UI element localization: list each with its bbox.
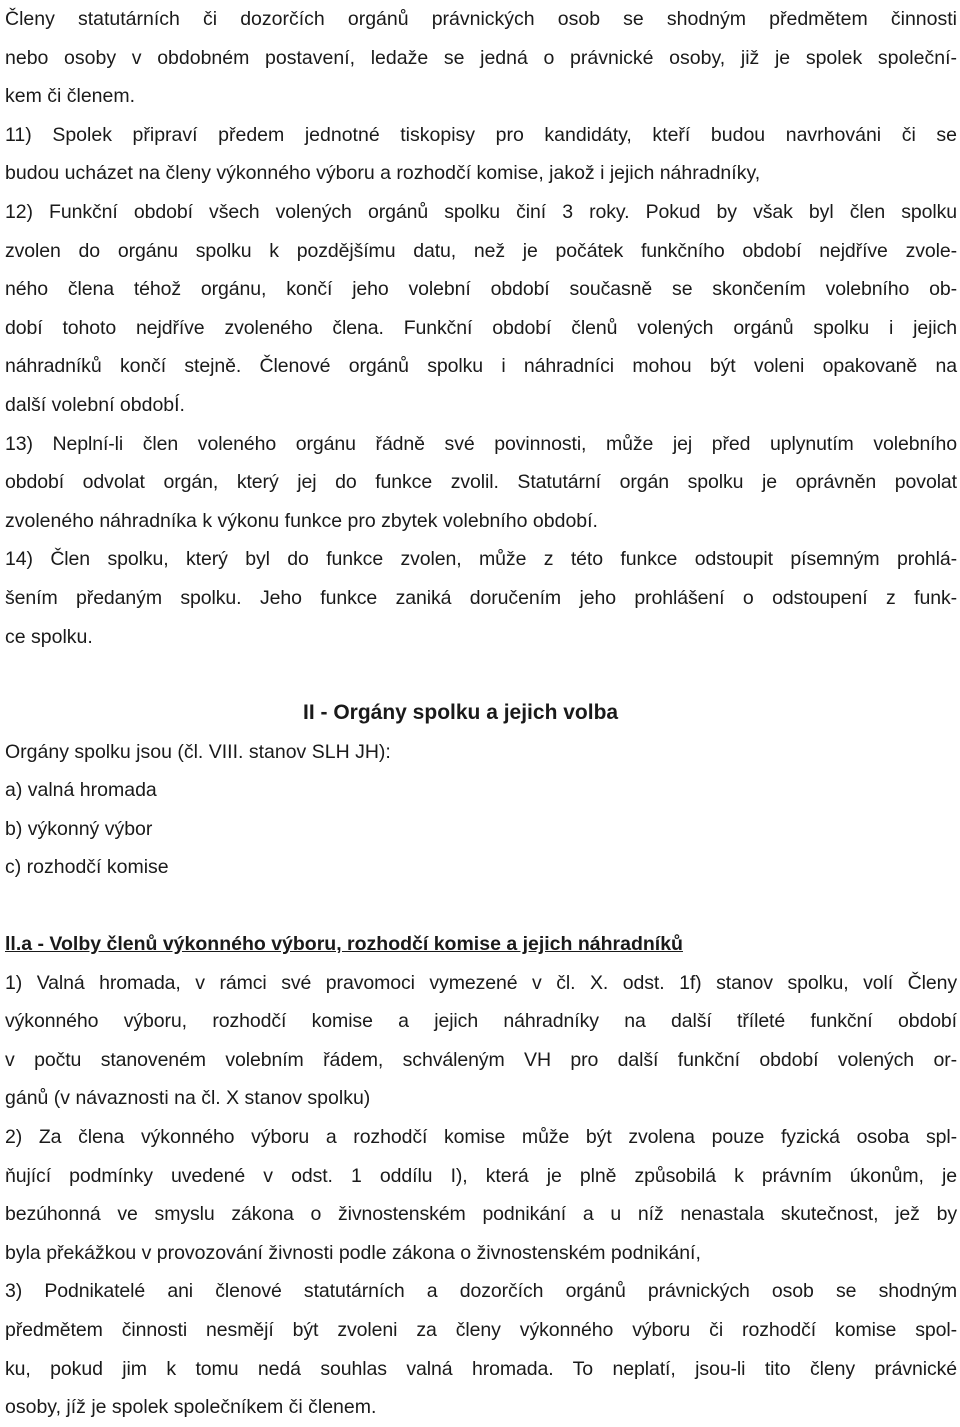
text-line: zvolen do orgánu spolku k pozdějšímu datu, než je počátek funkčního období nejdříve zvole- bbox=[5, 239, 957, 262]
paragraph-12 bbox=[5, 193, 957, 425]
paragraph-iia-1 bbox=[5, 964, 957, 1118]
text-line: nebo osoby v obdobném postavení, ledaže se jedná o právnické osoby, již je spolek společní- bbox=[5, 46, 957, 69]
text-line: další volební obdobÍ. bbox=[5, 393, 185, 416]
text-line: ného člena téhož orgánu, končí jeho volební období současně se skončením volebního ob- bbox=[5, 278, 957, 301]
text-line: období odvolat orgán, který jej do funkce zvolil. Statutární orgán spolku je oprávněn povolat bbox=[5, 471, 957, 494]
section-iia bbox=[5, 925, 957, 1427]
text-line: 11) Spolek připraví předem jednotné tiskopisy pro kandidáty, kteří budou navrhováni či se bbox=[5, 123, 957, 146]
subsection-title: ll.a - Volby členů výkonného výboru, rozhodčí komise a jejich náhradníků bbox=[5, 933, 683, 956]
paragraph-iia-3 bbox=[5, 1272, 957, 1426]
text-line: osoby, jíž je spolek společníkem či členem. bbox=[5, 1396, 377, 1419]
text-line: náhradníků končí stejně. Členové orgánů spolku i náhradníci mohou být voleni opakovaně na bbox=[5, 355, 957, 378]
text-line: 1) Valná hromada, v rámci své pravomoci vymezené v čl. X. odst. 1f) stanov spolku, volí Členy bbox=[5, 971, 957, 994]
text-line: 14) Člen spolku, který byl do funkce zvolen, může z této funkce odstoupit písemným prohlá- bbox=[5, 548, 957, 571]
section-title: II - Orgány spolku a jejich volba bbox=[303, 701, 619, 725]
text-line: ku, pokud jim k tomu nedá souhlas valná hromada. To neplatí, jsou-li tito členy právnické bbox=[5, 1357, 957, 1380]
list-item: a) valná hromada bbox=[5, 779, 157, 802]
section-intro: Orgány spolku jsou (čl. VIII. stanov SLH JH): bbox=[5, 740, 391, 763]
spacer bbox=[5, 887, 957, 925]
text-line: výkonného výboru, rozhodčí komise a jejich náhradníky na další tříleté funkční období bbox=[5, 1010, 957, 1033]
paragraph-14 bbox=[5, 540, 957, 656]
list-item: b) výkonný výbor bbox=[5, 817, 153, 840]
text-line: zvoleného náhradníka k výkonu funkce pro zbytek volebního období. bbox=[5, 509, 598, 532]
text-line: Členy statutárních či dozorčích orgánů právnických osob se shodným předmětem činnosti bbox=[5, 8, 957, 30]
paragraph-11 bbox=[5, 116, 957, 193]
text-line: ce spolku. bbox=[5, 625, 93, 648]
text-line: 13) Neplní-li člen voleného orgánu řádně své povinnosti, může jej před uplynutím volebního bbox=[5, 432, 957, 455]
text-line: ňující podmínky uvedené v odst. 1 oddílu I), která je plně způsobilá k právním úkonům, je bbox=[5, 1164, 957, 1187]
text-line: byla překážkou v provozování živnosti podle zákona o živnostenském podnikání, bbox=[5, 1241, 701, 1264]
document-page bbox=[5, 0, 957, 1427]
paragraph-iia-2 bbox=[5, 1118, 957, 1272]
text-line: šením předaným spolku. Jeho funkce zaniká doručením jeho prohlášení o odstoupení z funk- bbox=[5, 586, 957, 609]
text-line: dobí tohoto nejdříve zvoleného člena. Funkční období členů volených orgánů spolku i jejich bbox=[5, 316, 957, 339]
text-line: budou ucházet na členy výkonného výboru a rozhodčí komise, jakož i jejich náhradníky, bbox=[5, 162, 761, 185]
text-line: předmětem činnosti nesmějí být zvoleni za členy výkonného výboru či rozhodčí komise spol- bbox=[5, 1319, 957, 1341]
text-line: bezúhonná ve smyslu zákona o živnostenském podnikání a u níž nenastala skutečnost, jež by bbox=[5, 1203, 957, 1226]
text-line: 12) Funkční období všech volených orgánů spolku činí 3 roky. Pokud by však byl člen spolku bbox=[5, 200, 957, 223]
list-item: c) rozhodčí komise bbox=[5, 856, 169, 879]
paragraph-13 bbox=[5, 425, 957, 541]
text-line: v počtu stanoveném volebním řádem, schváleným VH pro další funkční období volených or- bbox=[5, 1048, 957, 1071]
section-ii bbox=[5, 694, 957, 887]
text-line: gánů (v návaznosti na čl. X stanov spolku) bbox=[5, 1087, 371, 1110]
spacer bbox=[5, 656, 957, 694]
text-line: kem či členem. bbox=[5, 85, 136, 108]
paragraph-previous bbox=[5, 0, 957, 116]
text-line: 3) Podnikatelé ani členové statutárních a dozorčích orgánů právnických osob se shodným bbox=[5, 1280, 957, 1303]
text-line: 2) Za člena výkonného výboru a rozhodčí komise může být zvolena pouze fyzická osoba spl- bbox=[5, 1126, 957, 1149]
